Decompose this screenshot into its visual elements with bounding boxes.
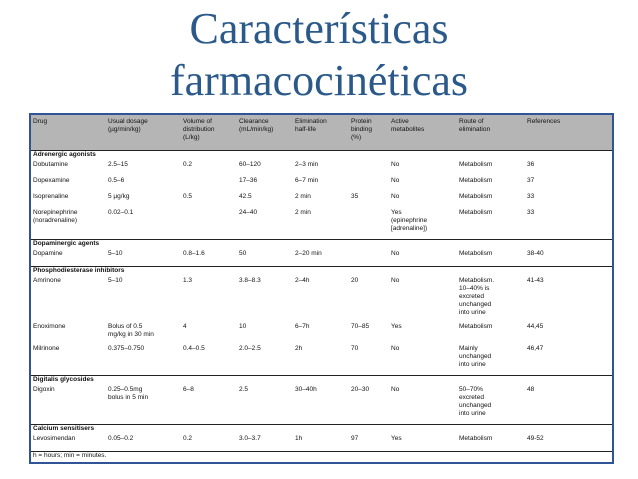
table-cell-text: Metabolism [459, 322, 493, 330]
table-cell [389, 161, 457, 171]
table-cell [237, 193, 293, 203]
table-cell [457, 161, 525, 171]
table-cell [525, 345, 612, 369]
table-cell [237, 435, 293, 445]
table-cell-text: No [391, 192, 400, 200]
table-cell-text: into urine [459, 409, 486, 417]
table-cell-text: unchanged [459, 401, 492, 409]
table-cell [525, 177, 612, 187]
column-header-text: Route of [459, 118, 484, 125]
column-header-text: binding [351, 126, 372, 133]
column-header-text: distribution [183, 126, 215, 133]
table-cell [31, 277, 106, 317]
table-cell-text: 0.2 [183, 434, 193, 442]
table-cell-text: No [391, 344, 400, 352]
table-cell-text: Yes [391, 434, 402, 442]
table-cell-text: unchanged [459, 300, 492, 308]
table-cell-text: 1h [295, 434, 303, 442]
table-group-row [31, 375, 612, 386]
table-cell [293, 193, 349, 203]
table-cell-text: 35 [351, 192, 359, 200]
table-cell-text: 0.375–0.750 [108, 344, 145, 352]
table-row [31, 250, 612, 260]
table-cell-text: 5–10 [108, 249, 123, 257]
table-cell [525, 386, 612, 418]
table-cell-text: Yes [391, 208, 402, 216]
column-header-text: (%) [351, 134, 362, 141]
table-cell [457, 345, 525, 369]
column-header-text: Usual dosage [108, 118, 148, 125]
table-cell-text: Bolus of 0.5 [108, 322, 143, 330]
table-cell [525, 323, 612, 339]
table-cell [457, 277, 525, 317]
table-cell-text: 48 [527, 385, 535, 393]
table-cell [237, 209, 293, 233]
table-cell-text: Yes [391, 322, 402, 330]
table-cell [31, 323, 106, 339]
table-cell [293, 161, 349, 171]
column-header-text: (mL/min/kg) [239, 126, 274, 133]
column-header [349, 115, 389, 150]
table-cell [525, 277, 612, 317]
table-cell [237, 250, 293, 260]
table-cell-text: Amrinone [33, 276, 61, 284]
table-cell-text: Metabolism [459, 208, 493, 216]
table-cell [457, 209, 525, 233]
column-header-text: (L/kg) [183, 134, 200, 141]
table-cell [237, 177, 293, 187]
table-cell [293, 209, 349, 233]
column-header [181, 115, 237, 150]
table-cell-text: 6–8 [183, 385, 194, 393]
column-header-text: half-life [295, 126, 316, 133]
table-cell-text: 10 [239, 322, 247, 330]
table-cell-text: 0.05–0.2 [108, 434, 134, 442]
column-header [293, 115, 349, 150]
table-cell [525, 161, 612, 171]
table-cell [293, 323, 349, 339]
table-cell [106, 386, 181, 418]
table-cell-text: Norepinephrine [33, 208, 78, 216]
table-cell-text: No [391, 160, 400, 168]
table-cell-text: 0.25–0.5mg [108, 385, 143, 393]
table-cell [293, 277, 349, 317]
table-body [31, 150, 612, 462]
table-cell-text: 0.02–0.1 [108, 208, 134, 216]
group-label: Digitalis glycosides [31, 375, 612, 386]
table-cell-text: 3.0–3.7 [239, 434, 261, 442]
table-cell [106, 345, 181, 369]
table-cell-text: Dopexamine [33, 176, 70, 184]
group-label: Adrenergic agonists [31, 150, 612, 161]
table-cell [237, 277, 293, 317]
table-cell [457, 250, 525, 260]
table-cell-text: 97 [351, 434, 359, 442]
table-cell-text: 0.5 [183, 192, 193, 200]
table-cell [237, 345, 293, 369]
table-cell-text: mg/kg in 30 min [108, 330, 154, 338]
table-cell-text: Metabolism [459, 434, 493, 442]
table-cell [237, 386, 293, 418]
table-cell-text: Digoxin [33, 385, 55, 393]
table-cell-text: 36 [527, 160, 535, 168]
table-cell-text: 70 [351, 344, 359, 352]
column-header-text: Protein [351, 118, 372, 125]
table-cell [349, 435, 389, 445]
table-cell [237, 161, 293, 171]
table-cell-text: Mainly [459, 344, 478, 352]
table-group-row [31, 239, 612, 250]
table-cell [457, 386, 525, 418]
table-cell-text: 4 [183, 322, 187, 330]
table-cell-text: 0.4–0.5 [183, 344, 205, 352]
slide-title-line-2: farmacocinéticas [169, 56, 469, 105]
table-cell [31, 161, 106, 171]
table-cell [181, 193, 237, 203]
table-row [31, 193, 612, 203]
table-cell [293, 435, 349, 445]
table-cell [389, 277, 457, 317]
table-cell [106, 323, 181, 339]
table-cell [349, 193, 389, 203]
table-group-row [31, 150, 612, 161]
slide-title-line-1: Características [189, 4, 449, 53]
table-cell-text: 2 min [295, 208, 311, 216]
column-header-text: Volume of [183, 118, 212, 125]
table-cell-text: excreted [459, 393, 484, 401]
table-cell-text: (noradrenaline) [33, 216, 78, 224]
column-header-text: References [527, 118, 561, 125]
table-cell [181, 323, 237, 339]
column-header-text: elimination [459, 126, 491, 133]
table-cell-text: 20 [351, 276, 359, 284]
table-cell-text: No [391, 249, 400, 257]
table-cell-text: unchanged [459, 352, 492, 360]
table-cell [106, 209, 181, 233]
table-cell-text: Dobutamine [33, 160, 69, 168]
table-footnote-row [31, 451, 612, 462]
table-cell [293, 345, 349, 369]
table-cell-text: 17–36 [239, 176, 258, 184]
table-cell-text: Metabolism [459, 160, 493, 168]
table-cell [181, 386, 237, 418]
table-cell [181, 435, 237, 445]
table-cell-text: 2.0–2.5 [239, 344, 261, 352]
table-cell [349, 161, 389, 171]
table-cell-text: Enoximone [33, 322, 66, 330]
table-cell-text: Metabolism [459, 176, 493, 184]
table-cell-text: 2–4h [295, 276, 310, 284]
table-cell [389, 250, 457, 260]
table-cell-text: 6–7 min [295, 176, 319, 184]
table-cell [106, 177, 181, 187]
table-cell [389, 345, 457, 369]
table-header [31, 115, 612, 150]
column-header [457, 115, 525, 150]
table-cell-text: No [391, 276, 400, 284]
table-cell [389, 386, 457, 418]
table-cell-text: 44,45 [527, 322, 544, 330]
table-cell-text: 41-43 [527, 276, 544, 284]
table-cell-text: 2–20 min [295, 249, 322, 257]
group-label: Calcium sensitisers [31, 424, 612, 435]
table-cell [389, 193, 457, 203]
table-cell-text: 49-52 [527, 434, 544, 442]
column-header [237, 115, 293, 150]
table-cell-text: 1.3 [183, 276, 193, 284]
table-cell [349, 209, 389, 233]
table-cell-text: 2h [295, 344, 303, 352]
table-cell [31, 209, 106, 233]
table-row [31, 209, 612, 233]
table-cell-text: 37 [527, 176, 535, 184]
table-cell-text: 24–40 [239, 208, 258, 216]
column-header [31, 115, 106, 150]
table-cell-text: 33 [527, 208, 535, 216]
table-cell [106, 435, 181, 445]
table-cell [349, 250, 389, 260]
table-cell [293, 177, 349, 187]
table-cell-text: Metabolism [459, 192, 493, 200]
table-header-row [31, 115, 612, 150]
column-header-text: Elimination [295, 118, 327, 125]
table-row [31, 435, 612, 445]
table-row [31, 161, 612, 171]
table-footnote: h = hours; min = minutes. [31, 451, 612, 462]
group-label: Dopaminergic agents [31, 239, 612, 250]
table-cell-text: 0.2 [183, 160, 193, 168]
table-cell [457, 177, 525, 187]
table-cell-text: excreted [459, 292, 484, 300]
table-cell-text: Dopamine [33, 249, 63, 257]
table-row [31, 386, 612, 418]
table-cell [181, 161, 237, 171]
table-cell [181, 345, 237, 369]
table-cell-text: No [391, 176, 400, 184]
pharmacokinetics-table [31, 115, 612, 463]
table-row [31, 277, 612, 317]
table-cell-text: No [391, 385, 400, 393]
table-cell-text: 46,47 [527, 344, 544, 352]
table-cell-text: Metabolism. [459, 276, 495, 284]
table-cell-text: 33 [527, 192, 535, 200]
table-cell [349, 323, 389, 339]
table-cell-text: 2.5 [239, 385, 249, 393]
table-cell-text: 50–70% [459, 385, 483, 393]
table-cell [349, 386, 389, 418]
column-header-text: (µg/min/kg) [108, 126, 141, 133]
table-cell [181, 209, 237, 233]
table-cell-text: 20–30 [351, 385, 370, 393]
table-cell [106, 250, 181, 260]
table-cell-text: Metabolism [459, 249, 493, 257]
table-cell-text: 2–3 min [295, 160, 319, 168]
table-cell [293, 386, 349, 418]
table-row [31, 323, 612, 339]
column-header-text: Clearance [239, 118, 269, 125]
table-cell [31, 386, 106, 418]
table-cell [389, 435, 457, 445]
table-cell [525, 250, 612, 260]
column-header [389, 115, 457, 150]
table-cell-text: 2.5–15 [108, 160, 128, 168]
table-cell [293, 250, 349, 260]
table-cell [31, 345, 106, 369]
table-cell [106, 277, 181, 317]
table-cell [31, 193, 106, 203]
table-cell-text: 5–10 [108, 276, 123, 284]
column-header-text: Active [391, 118, 409, 125]
table-group-row [31, 424, 612, 435]
table-group-row [31, 266, 612, 277]
table-row [31, 345, 612, 369]
table-cell-text: 6–7h [295, 322, 310, 330]
table-cell [525, 435, 612, 445]
table-cell [31, 435, 106, 445]
table-cell-text: 0.5–6 [108, 176, 125, 184]
column-header-text: metabolites [391, 126, 425, 133]
column-header [106, 115, 181, 150]
table-cell-text: 10–40% is [459, 284, 490, 292]
table-cell-text: 2 min [295, 192, 311, 200]
table-cell [349, 345, 389, 369]
table-cell [389, 177, 457, 187]
table-cell-text: 42.5 [239, 192, 252, 200]
table-cell [389, 209, 457, 233]
table-cell [106, 193, 181, 203]
table-cell [457, 435, 525, 445]
table-cell-text: 38-40 [527, 249, 544, 257]
table-cell [237, 323, 293, 339]
table-cell [457, 323, 525, 339]
table-cell [181, 250, 237, 260]
table-cell [349, 177, 389, 187]
table-cell-text: Isoprenaline [33, 192, 69, 200]
table-cell [181, 277, 237, 317]
table-cell [31, 177, 106, 187]
table-cell-text: into urine [459, 360, 486, 368]
table-image-frame [29, 113, 614, 464]
table-cell-text: (epinephrine [391, 216, 428, 224]
table-cell [31, 250, 106, 260]
table-cell-text: 5 µg/kg [108, 192, 130, 200]
table-row [31, 177, 612, 187]
column-header [525, 115, 612, 150]
table-cell [525, 193, 612, 203]
table-cell-text: Milrinone [33, 344, 60, 352]
group-label: Phosphodiesterase inhibitors [31, 266, 612, 277]
table-cell [457, 193, 525, 203]
table-cell [525, 209, 612, 233]
table-cell-text: 70–85 [351, 322, 370, 330]
table-cell-text: 60–120 [239, 160, 261, 168]
table-cell-text: 0.8–1.6 [183, 249, 205, 257]
table-cell [389, 323, 457, 339]
table-cell-text: 3.8–8.3 [239, 276, 261, 284]
table-cell-text: 30–40h [295, 385, 317, 393]
column-header-text: Drug [33, 118, 48, 125]
table-cell [181, 177, 237, 187]
table-cell-text: Levosimendan [33, 434, 76, 442]
table-cell [349, 277, 389, 317]
table-cell-text: 50 [239, 249, 247, 257]
table-cell-text: into urine [459, 308, 486, 316]
table-cell-text: [adrenaline]) [391, 224, 428, 232]
table-cell [106, 161, 181, 171]
table-cell-text: bolus in 5 min [108, 393, 149, 401]
